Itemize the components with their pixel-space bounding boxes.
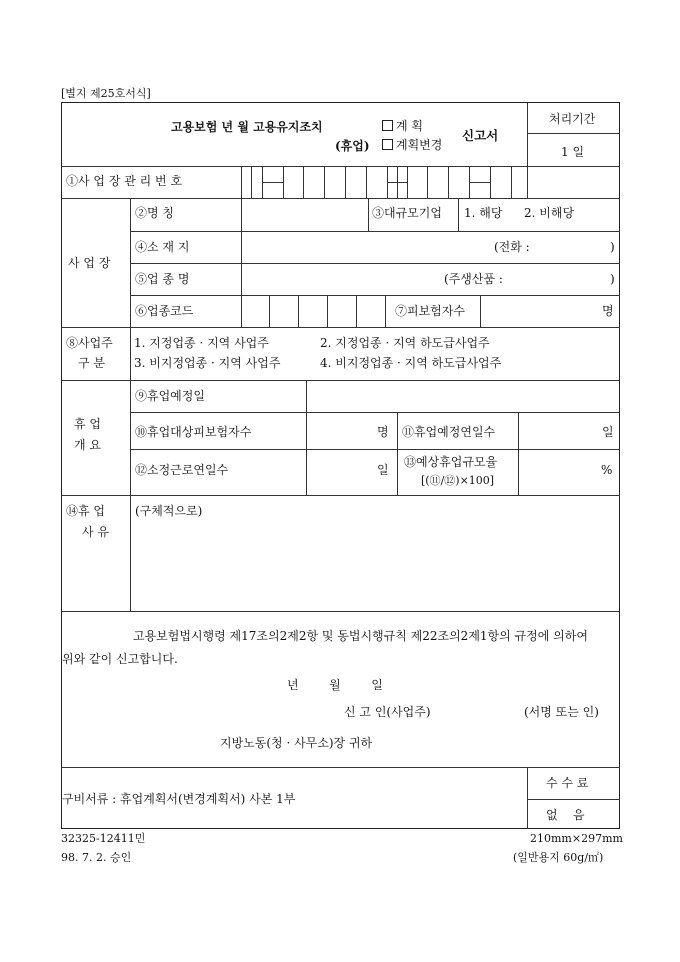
option-plan[interactable]	[382, 120, 423, 132]
work-days-unit: 일	[377, 463, 389, 477]
workplace-number-boxes[interactable]	[241, 166, 527, 198]
signature-label: (서명 또는 인)	[524, 705, 599, 719]
form-subtitle: (휴업)	[335, 139, 370, 153]
scale-label: ③대규모기업	[372, 206, 442, 220]
approval-date: 98. 7. 2. 승인	[61, 851, 132, 864]
employer-option-1[interactable]: 1. 지정업종 · 지역 사업주	[134, 336, 269, 350]
scale-option-no[interactable]: 2. 비해당	[524, 206, 575, 220]
declaration-date: 년 월 일	[287, 678, 383, 692]
closure-days-label: ⑪휴업예정연일수	[402, 425, 496, 439]
employer-option-2[interactable]: 2. 지정업종 · 지역 하도급사업주	[320, 336, 490, 350]
report-label: 신고서	[462, 128, 499, 143]
phone-label: (전화 :	[494, 240, 530, 254]
fee-value: 없 음	[546, 808, 585, 822]
reporter-label: 신 고 인(사업주)	[344, 705, 431, 719]
option-plan-label: 계 획	[396, 119, 423, 133]
closure-group-label-2: 개 요	[74, 438, 101, 452]
processing-period-label: 처리기간	[549, 112, 596, 126]
name-label: ②명 칭	[135, 206, 174, 220]
scale-rate-label-2: [(⑪/⑫)×100]	[421, 474, 495, 487]
fee-label: 수 수 료	[546, 776, 589, 790]
industry-code-label: ⑥업종코드	[135, 304, 194, 318]
form-id: [별지 제25호서식]	[61, 87, 151, 100]
required-documents: 구비서류 : 휴업계획서(변경계획서) 사본 1부	[62, 792, 296, 806]
closure-days-unit: 일	[602, 425, 614, 439]
scale-rate-label-1: ⑬예상휴업규모율	[404, 455, 498, 469]
processing-period-value: 1 일	[561, 145, 585, 159]
report-form	[61, 102, 620, 829]
checkbox-plan[interactable]	[382, 120, 393, 131]
closure-date-label: ⑨휴업예정일	[135, 389, 205, 403]
industry-code-boxes[interactable]	[241, 295, 391, 327]
option-change-label: 계획변경	[396, 138, 443, 152]
addressee: 지방노동(청 · 사무소)장 귀하	[220, 736, 373, 750]
insured-unit: 명	[602, 304, 614, 318]
scale-option-yes[interactable]: 1. 해당	[464, 206, 503, 220]
workplace-group-label: 사 업 장	[68, 256, 111, 270]
declaration-line-2: 위와 같이 신고합니다.	[62, 652, 178, 666]
main-product-label: (주생산품 :	[444, 272, 503, 286]
form-code: 32325-12411민	[61, 832, 146, 845]
closure-insured-label: ⑩휴업대상피보험자수	[135, 425, 252, 439]
industry-label: ⑤업 종 명	[135, 272, 190, 286]
option-change[interactable]	[382, 139, 442, 151]
main-product-close: )	[610, 272, 615, 286]
phone-close: )	[610, 240, 615, 254]
form-title: 고용보험 년 월 고용유지조치	[171, 120, 323, 134]
reason-label-2: 사 유	[82, 525, 109, 539]
employer-option-4[interactable]: 4. 비지정업종 · 지역 하도급사업주	[320, 356, 502, 370]
reason-hint: (구체적으로)	[135, 504, 203, 518]
insured-label: ⑦피보험자수	[395, 304, 465, 318]
employer-type-label-1: ⑧사업주	[66, 336, 113, 350]
closure-insured-unit: 명	[377, 425, 389, 439]
checkbox-change[interactable]	[382, 139, 393, 150]
employer-type-label-2: 구 분	[78, 356, 105, 370]
employer-option-3[interactable]: 3. 비지정업종 · 지역 사업주	[134, 356, 281, 370]
declaration-line-1: 고용보험법시행령 제17조의2제2항 및 동법시행규칙 제22조의2제1항의 규정에 의하여	[133, 629, 588, 643]
work-days-label: ⑫소정근로연일수	[135, 463, 229, 477]
paper-size: 210mm×297mm	[530, 832, 623, 845]
scale-rate-unit: %	[601, 463, 613, 477]
closure-group-label-1: 휴 업	[74, 417, 101, 431]
location-label: ④소 재 지	[135, 240, 190, 254]
workplace-number-label: ①사 업 장 관 리 번 호	[66, 174, 183, 188]
reason-label-1: ⑭휴 업	[66, 504, 105, 518]
paper-type: (일반용지 60g/㎡)	[513, 851, 604, 864]
